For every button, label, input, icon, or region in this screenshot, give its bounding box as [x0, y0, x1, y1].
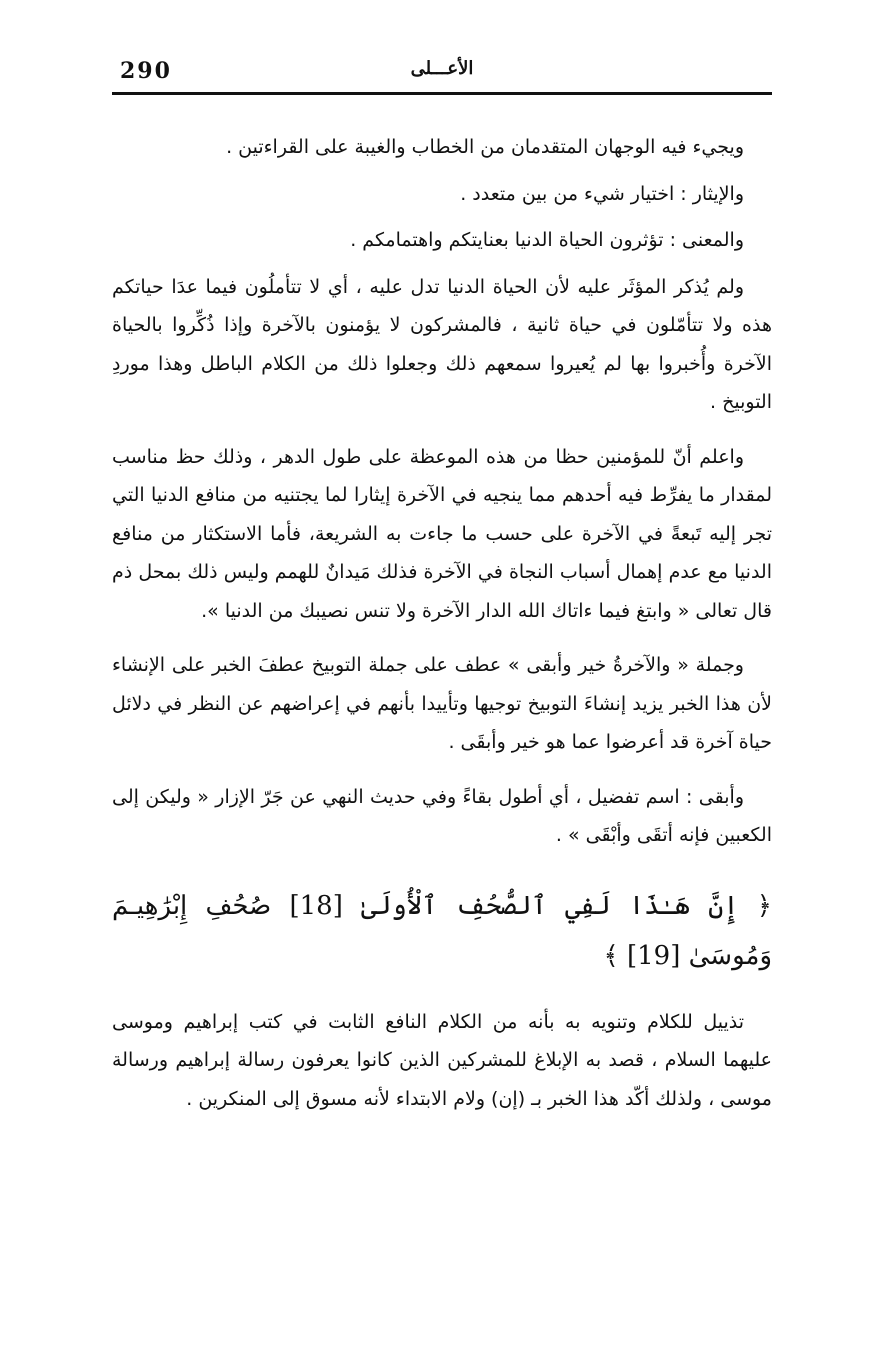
quran-verse: ﴿ إِنَّ هَـٰذَا لَفِي ٱلصُّحُفِ ٱلْأُولَىٰ [18] صُحُفِ إِبْرَٰهِيـمَ وَمُوسَىٰ [19] ﴾ — [112, 890, 772, 971]
paragraph: وأبقى : اسم تفضيل ، أي أطول بقاءً وفي حديث النهي عن جَرّ الإزار « وليكن إلى الكعبين فإنه أتقَى وأبْقَى » . — [112, 785, 772, 846]
paragraph: وجملة « والآخرةُ خير وأبقى » عطف على جملة التوبيخ عطفَ الخبر على الإنشاء لأن هذا الخبر يزيد إنشاءَ التوبيخ توجيها وتأييدا بأنهم في إعراضهم عن النظر في دلائل حياة آخرة قد أعرضوا عما هو خير وأبقَى . — [112, 654, 772, 753]
closing-paragraph: تذييل للكلام وتنويه به بأنه من الكلام النافع الثابت في كتب إبراهيم وموسى عليهما السلام ، قصد به الإبلاغ للمشركين الذين كانوا يعرفون رسالة إبراهيم ورسالة موسى ، ولذلك أكّد هذا الخبر بـ (إن) ولام الابتداء لأنه مسوق إلى المنكرين . — [112, 1010, 772, 1110]
paragraph: واعلم أنّ للمؤمنين حظا من هذه الموعظة على طول الدهر ، وذلك حظ مناسب لمقدار ما يفرِّط فيه أحدهم مما ينجيه في الآخرة إيثارا لما يجتنيه من منافع الدنيا التي تجر إليه تَبعةً في الآخرة على حسب ما جاءت به الشريعة، فأما الاستكثار من منافع الدنيا مع عدم إهمال أسباب النجاة في الآخرة فذلك مَيدانٌ للهمم وليس ذلك بمحل ذم قال تعالى « وابتغ فيما ءاتاك الله الدار الآخرة ولا تنس نصيبك من الدنيا ». — [112, 445, 772, 622]
paragraph: ولم يُذكر المؤثَر عليه لأن الحياة الدنيا تدل عليه ، أي لا تتأملُون فيما عدَا حياتكم هذه ولا تتأمّلون في حياة ثانية ، فالمشركون لا يؤمنون بالآخرة وإذا ذُكِّروا بالحياة الآخرة وأُخبروا بها لم يُعيروا سمعهم ذلك وجعلوا ذلك من الكلام الباطل وهذا موردِ التوبيخ . — [112, 275, 772, 413]
header-rule — [112, 92, 772, 95]
paragraph: والمعنى : تؤثرون الحياة الدنيا بعنايتكم واهتمامكم . — [350, 229, 744, 251]
paragraph: ويجيء فيه الوجهان المتقدمان من الخطاب والغيبة على القراءتين . — [226, 136, 744, 158]
running-title: الأعـــلى — [410, 58, 474, 79]
page-body — [112, 128, 772, 1134]
page-header — [112, 52, 772, 96]
page-number: 290 — [120, 58, 172, 84]
paragraph: والإيثار : اختيار شيء من بين متعدد . — [460, 182, 744, 205]
